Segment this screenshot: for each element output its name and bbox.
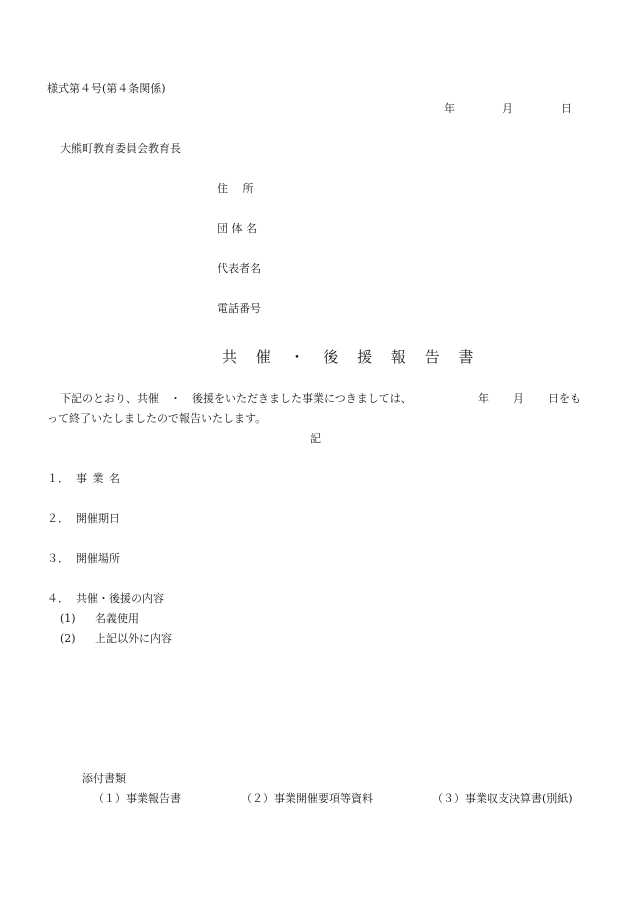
attachment-item: （３）事業収支決算書(別紙) xyxy=(432,792,573,805)
date-day-label: 日 xyxy=(561,102,572,115)
ki-heading: 記 xyxy=(310,432,321,445)
field-address-label: 住 所 xyxy=(217,182,254,195)
body-month-label: 月 xyxy=(513,392,524,405)
body-text-line2: って終了いたしましたので報告いたします。 xyxy=(47,412,267,425)
item-event-venue: 開催場所 xyxy=(76,552,120,565)
field-representative-label: 代表者名 xyxy=(217,262,261,275)
addressee: 大熊町教育委員会教育長 xyxy=(60,142,181,155)
sub-item-other-content: 上記以外に内容 xyxy=(95,632,172,645)
item-number: ３． xyxy=(47,552,69,565)
attachment-item: （１）事業報告書 xyxy=(93,792,181,805)
item-event-name: 事 業 名 xyxy=(76,472,121,485)
sub-item-number: (2) xyxy=(60,632,76,645)
body-day-label: 日をも xyxy=(548,392,581,405)
date-month-label: 月 xyxy=(502,102,513,115)
field-phone-label: 電話番号 xyxy=(217,302,261,315)
item-number: １． xyxy=(47,472,69,485)
sub-item-number: (1) xyxy=(60,612,76,625)
attachment-item: （２）事業開催要項等資料 xyxy=(241,792,373,805)
attachments-heading: 添付書類 xyxy=(82,772,126,785)
item-sponsorship-content: 共催・後援の内容 xyxy=(76,592,164,605)
field-group-name-label: 団 体 名 xyxy=(217,222,257,235)
date-year-label: 年 xyxy=(444,102,455,115)
item-number: ２． xyxy=(47,512,69,525)
form-number: 様式第４号(第４条関係) xyxy=(47,82,166,95)
body-year-label: 年 xyxy=(478,392,489,405)
sub-item-name-use: 名義使用 xyxy=(95,612,139,625)
item-event-dates: 開催期日 xyxy=(76,512,120,525)
body-text-line1: 下記のとおり、共催 ・ 後援をいただきました事業につきましては、 xyxy=(60,392,412,405)
item-number: ４． xyxy=(47,592,69,605)
document-title: 共 催 ・ 後 援 報 告 書 xyxy=(222,348,481,366)
